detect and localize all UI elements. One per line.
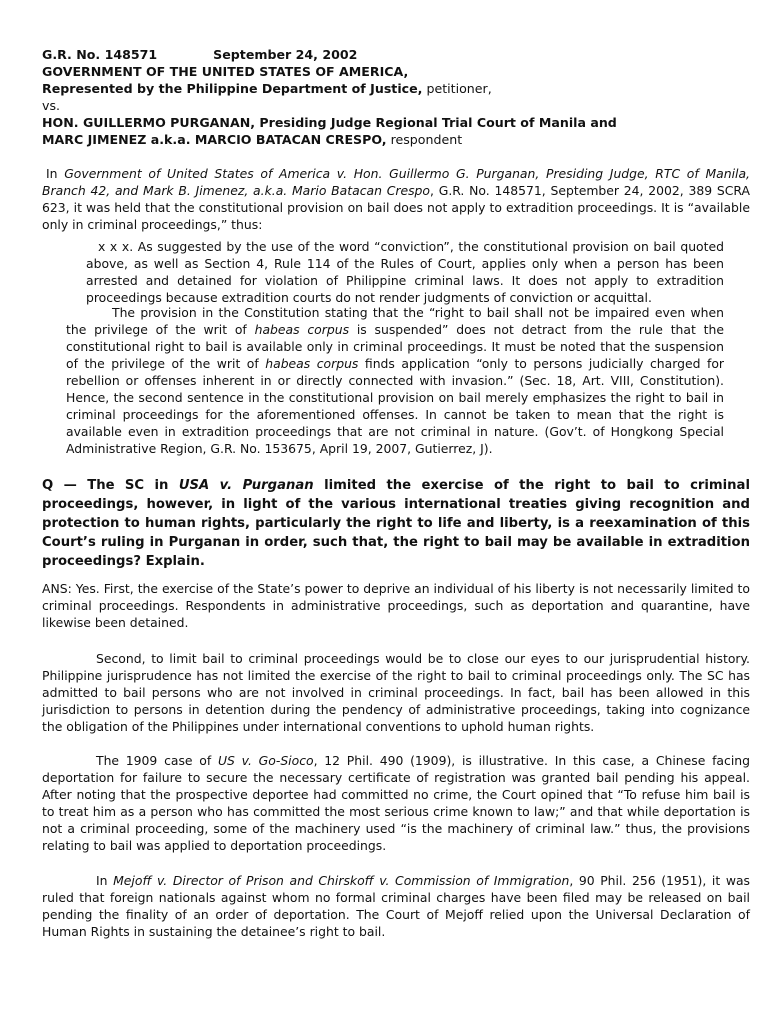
question-paragraph [42, 476, 750, 571]
answer3-case-title: US v. Go-Sioco [217, 753, 314, 768]
answer3-rest: , 12 Phil. 490 (1909), is illustrative. In this case, a Chinese facing deportation for failure to secure the necessary certificate of registration was granted bail pending his appeal. After noting that the prospective deportee had committed no crime, the Court opined that “To refuse him bail is to treat him as a person who has committed the most serious crime known to law;” and that while deportation is not a criminal proceeding, some of the machinery used “is the machinery of criminal law.” thus, the provisions relating to bail was applied to deportation proceedings. [42, 753, 750, 853]
represented-line [42, 80, 732, 97]
lead-rest: , G.R. No. 148571, September 24, 2002, 389 SCRA 623, it was held that the constitutional provision on bail does not apply to extradition proceedings. It is “available only in criminal proceedings,” thus: [42, 183, 750, 232]
represented-by: Represented by the Philippine Department of Justice, [42, 81, 423, 96]
answer3-prefix: The 1909 case of [96, 753, 218, 768]
answer-paragraph-3 [42, 752, 750, 854]
respondent-line-1: HON. GUILLERMO PURGANAN, Presiding Judge Regional Trial Court of Manila and [42, 115, 617, 130]
lead-case-title: Government of United States of America v. Hon. Guillermo G. Purganan, Presiding Judge, RTC of Manila, Branch 42, and Mark B. Jimenez, a.k.a. Mario Batacan Crespo [42, 166, 750, 198]
case-number-line [42, 46, 732, 63]
case-header [42, 46, 732, 148]
case-number: G.R. No. 148571 [42, 47, 158, 62]
quote2-italic1: habeas corpus [254, 322, 350, 337]
block-quote-2 [66, 304, 724, 457]
case-date: September 24, 2002 [213, 47, 358, 62]
quote2-part1: The provision in the Constitution stating that the “right to bail shall not be impaired even when the privilege of the writ of [66, 305, 724, 337]
petitioner-role: petitioner, [426, 81, 492, 96]
quote2-part3: finds application “only to persons judicially charged for rebellion or offenses inherent in or directly connected with invasion.” (Sec. 18, Art. VIII, Constitution). Hence, the second sentence in the constitutional provision on bail merely emphasizes the right to bail in criminal proceedings for the aforementioned offenses. In cannot be taken to mean that the right is available even in extradition proceedings that are not criminal in nature. (Gov’t. of Hongkong Special Administrative Region, G.R. No. 153675, April 19, 2007, Gutierrez, J). [66, 356, 725, 456]
respondent-line-2-wrap [42, 131, 732, 148]
answer4-case-title: Mejoff v. Director of Prison and Chirskoff v. Commission of Immigration [113, 873, 570, 888]
answer4-rest: , 90 Phil. 256 (1951), it was ruled that foreign nationals against whom no formal criminal charges have been filed may be released on bail pending the finality of an order of deportation. The Court of Mejoff relied upon the Universal Declaration of Human Rights in sustaining the detainee’s right to bail. [42, 873, 750, 939]
lead-prefix: In [46, 166, 65, 181]
versus: vs. [42, 98, 61, 113]
question-case-title: USA v. Purganan [178, 478, 314, 493]
block-quote-1: x x x. As suggested by the use of the word “conviction”, the constitutional provision on bail quoted above, as well as Section 4, Rule 114 of the Rules of Court, applies only when a person has been arrested and detained for violation of Philippine criminal laws. It does not apply to extradition proceedings because extradition courts do not render judgments of conviction or acquittal. [86, 239, 724, 305]
answer-paragraph-4 [42, 872, 750, 940]
quote2-italic2: habeas corpus [265, 356, 359, 371]
respondent-role: respondent [390, 132, 463, 147]
answer4-prefix: In [96, 873, 114, 888]
petitioner-name: GOVERNMENT OF THE UNITED STATES OF AMERICA, [42, 64, 409, 79]
quote2-part2: is suspended” does not detract from the rule that the constitutional right to bail is available only in criminal proceedings. It must be noted that the suspension of the privilege of the writ of [66, 322, 724, 371]
answer-paragraph-1: ANS: Yes. First, the exercise of the State’s power to deprive an individual of his liberty is not necessarily limited to criminal proceedings. Respondents in administrative proceedings, such as deportation and quarantine, have likewise been detained. [42, 581, 750, 630]
respondent-line-2: MARC JIMENEZ a.k.a. MARCIO BATACAN CRESPO, [42, 132, 387, 147]
lead-paragraph [42, 165, 750, 233]
question-prefix: Q — The SC in [42, 478, 179, 493]
question-rest: limited the exercise of the right to bail to criminal proceedings, however, in light of the various international treaties giving recognition and protection to human rights, particularly the right to life and liberty, is a reexamination of this Court’s ruling in Purganan in order, such that, the right to bail may be available in extradition proceedings? Explain. [42, 478, 750, 569]
answer-paragraph-2: Second, to limit bail to criminal proceedings would be to close our eyes to our jurisprudential history. Philippine jurisprudence has not limited the exercise of the right to bail to criminal proceedings only. The SC has admitted to bail persons who are not involved in criminal proceedings. In fact, bail has been allowed in this jurisdiction to persons in detention during the pendency of administrative proceedings, taking into cognizance the obligation of the Philippines under international conventions to uphold human rights. [42, 651, 750, 734]
